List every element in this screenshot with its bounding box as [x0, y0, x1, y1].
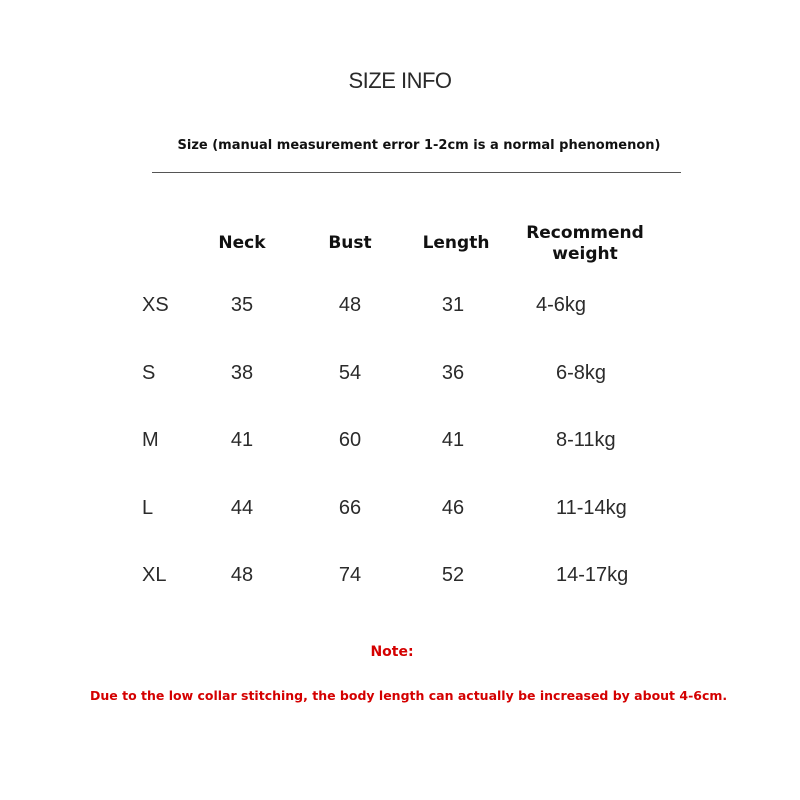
weight-value: 6-8kg	[556, 362, 607, 384]
length-value: 46	[441, 497, 465, 519]
note-text: Due to the low collar stitching, the body length can actually be increased by about 4-6cm.	[90, 688, 728, 703]
header-recommend-weight: Recommend weight	[526, 223, 644, 264]
size-info-title: SIZE INFO	[348, 68, 452, 93]
length-value: 52	[441, 564, 465, 586]
neck-value: 41	[230, 429, 254, 451]
weight-value: 11-14kg	[556, 497, 627, 519]
measurement-subtitle: Size (manual measurement error 1-2cm is a normal phenomenon)	[177, 138, 661, 153]
bust-value: 60	[338, 429, 362, 451]
neck-value: 35	[230, 294, 254, 316]
bust-value: 66	[338, 497, 362, 519]
weight-value: 14-17kg	[556, 564, 629, 586]
length-value: 41	[441, 429, 465, 451]
size-label: S	[142, 362, 156, 384]
size-label: XL	[142, 564, 167, 586]
bust-value: 54	[338, 362, 362, 384]
bust-value: 74	[338, 564, 362, 586]
weight-value: 8-11kg	[556, 429, 616, 451]
divider-line	[152, 172, 681, 173]
note-heading: Note:	[370, 644, 414, 660]
length-value: 31	[441, 294, 465, 316]
neck-value: 48	[230, 564, 254, 586]
size-label: M	[142, 429, 159, 451]
length-value: 36	[441, 362, 465, 384]
size-label: XS	[142, 294, 169, 316]
header-length: Length	[422, 233, 490, 253]
size-label: L	[142, 497, 154, 519]
weight-value: 4-6kg	[536, 294, 587, 316]
bust-value: 48	[338, 294, 362, 316]
neck-value: 44	[230, 497, 254, 519]
header-neck: Neck	[218, 233, 266, 253]
neck-value: 38	[230, 362, 254, 384]
header-bust: Bust	[328, 233, 372, 253]
